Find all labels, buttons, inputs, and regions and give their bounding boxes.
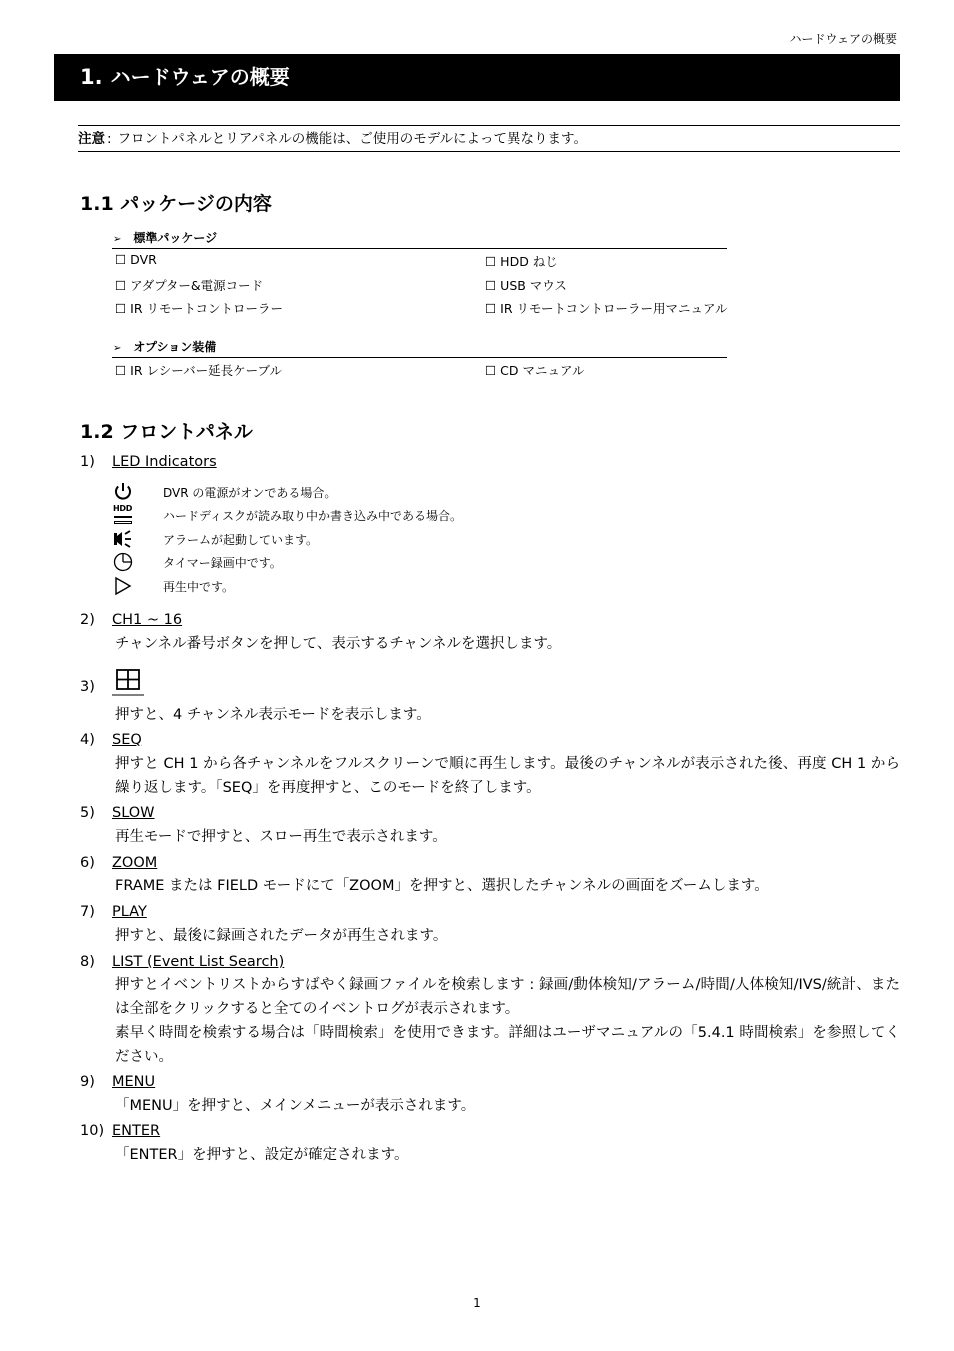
alarm-icon <box>112 528 134 550</box>
section-1-1-title: 1.1 パッケージの内容 <box>80 193 272 215</box>
package-item: ☐ IR リモートコントローラー用マニュアル <box>485 301 728 316</box>
hdd-icon <box>112 504 134 526</box>
package-item: ☐ CD マニュアル <box>485 363 585 378</box>
item-body: 「MENU」を押すと、メインメニューが表示されます。 <box>115 1098 476 1114</box>
item-number: 2) <box>80 612 95 628</box>
hdd-icon-label: HDD <box>113 504 133 513</box>
item-body: 再生モードで押すと、スロー再生で表示されます。 <box>115 829 447 845</box>
item-title-seq: SEQ <box>112 732 142 748</box>
chapter-title-bar <box>54 54 900 101</box>
standard-package-heading <box>113 229 217 246</box>
package-item: ☐ アダプター&電源コード <box>115 278 264 293</box>
play-icon <box>112 575 134 597</box>
package-item: ☐ IR リモートコントローラー <box>115 301 284 316</box>
led-text: タイマー録画中です。 <box>163 556 282 570</box>
led-text: ハードディスクが読み取り中か書き込み中である場合。 <box>163 509 463 523</box>
standard-package-label: 標準パッケージ <box>133 231 218 245</box>
item-number: 1) <box>80 454 95 470</box>
led-text: 再生中です。 <box>163 580 235 594</box>
note-separator: : <box>107 131 112 147</box>
item-number: 6) <box>80 855 95 871</box>
note-label: 注意 <box>78 131 105 147</box>
item-body: 押すと、最後に録画されたデータが再生されます。 <box>115 928 448 944</box>
chapter-number: 1. <box>80 65 103 89</box>
item-number: 10) <box>80 1123 105 1139</box>
item-number: 7) <box>80 904 95 920</box>
power-icon <box>112 481 134 503</box>
item-title-ch: CH1 ~ 16 <box>112 612 183 628</box>
page-number: 1 <box>473 1296 481 1310</box>
note-text: フロントパネルとリアパネルの機能は、ご使用のモデルによって異なります。 <box>117 131 587 147</box>
item-title-play: PLAY <box>112 904 147 920</box>
arrow-bullet-icon: ➢ <box>113 343 122 354</box>
led-text: DVR の電源がオンである場合。 <box>163 486 337 500</box>
led-text: アラームが起動しています。 <box>163 533 319 547</box>
timer-icon <box>112 551 134 573</box>
item-title-zoom: ZOOM <box>112 855 158 871</box>
item-body: 「ENTER」を押すと、設定が確定されます。 <box>115 1147 409 1163</box>
section-1-2-title: 1.2 フロントパネル <box>80 421 253 443</box>
item-body: FRAME または FIELD モードにて「ZOOM」を押すと、選択したチャンネルの画面をズームします。 <box>115 878 769 894</box>
item-title-list: LIST (Event List Search) <box>112 954 285 970</box>
item-body: チャンネル番号ボタンを押して、表示するチャンネルを選択します。 <box>115 636 562 652</box>
option-package-label: オプション装備 <box>133 340 217 354</box>
item-body: 押すとイベントリストからすばやく録画ファイルを検索します : 録画/動体検知/アラーム/時間/人体検知/IVS/統計、または全部をクリックすると全てのイベントログが表示されます。 <box>115 977 900 1017</box>
item-number: 9) <box>80 1074 95 1090</box>
package-item: ☐ IR レシーバー延長ケーブル <box>115 363 282 378</box>
item-number: 3) <box>80 679 95 695</box>
item-body: 押すと CH 1 から各チャンネルをフルスクリーンで順に再生します。最後のチャンネルが表示された後、再度 CH 1 から繰り返します。「SEQ」を再度押すと、このモードを終了します。 <box>115 756 900 796</box>
item-number: 8) <box>80 954 95 970</box>
quad-view-icon <box>112 668 144 697</box>
standard-package-divider <box>112 248 727 249</box>
item-number: 4) <box>80 732 95 748</box>
arrow-bullet-icon: ➢ <box>113 234 122 245</box>
running-head: ハードウェアの概要 <box>789 32 897 46</box>
item-title-led-indicators: LED Indicators <box>112 454 217 470</box>
item-title-menu: MENU <box>112 1074 156 1090</box>
chapter-title: ハードウェアの概要 <box>110 65 290 89</box>
item-body: 押すと、4 チャンネル表示モードを表示します。 <box>115 707 431 723</box>
option-package-heading <box>113 338 216 355</box>
package-item: ☐ DVR <box>115 252 157 267</box>
item-body-2: 素早く時間を検索する場合は「時間検索」を使用できます。詳細はユーザマニュアルの「5.4.1 時間検索」を参照してください。 <box>115 1025 900 1065</box>
item-number: 5) <box>80 805 95 821</box>
item-title-enter: ENTER <box>112 1123 161 1139</box>
package-item: ☐ HDD ねじ <box>485 254 558 269</box>
option-package-divider <box>112 357 727 358</box>
package-item: ☐ USB マウス <box>485 278 567 293</box>
note-box <box>78 125 900 152</box>
item-title-slow: SLOW <box>112 805 155 821</box>
